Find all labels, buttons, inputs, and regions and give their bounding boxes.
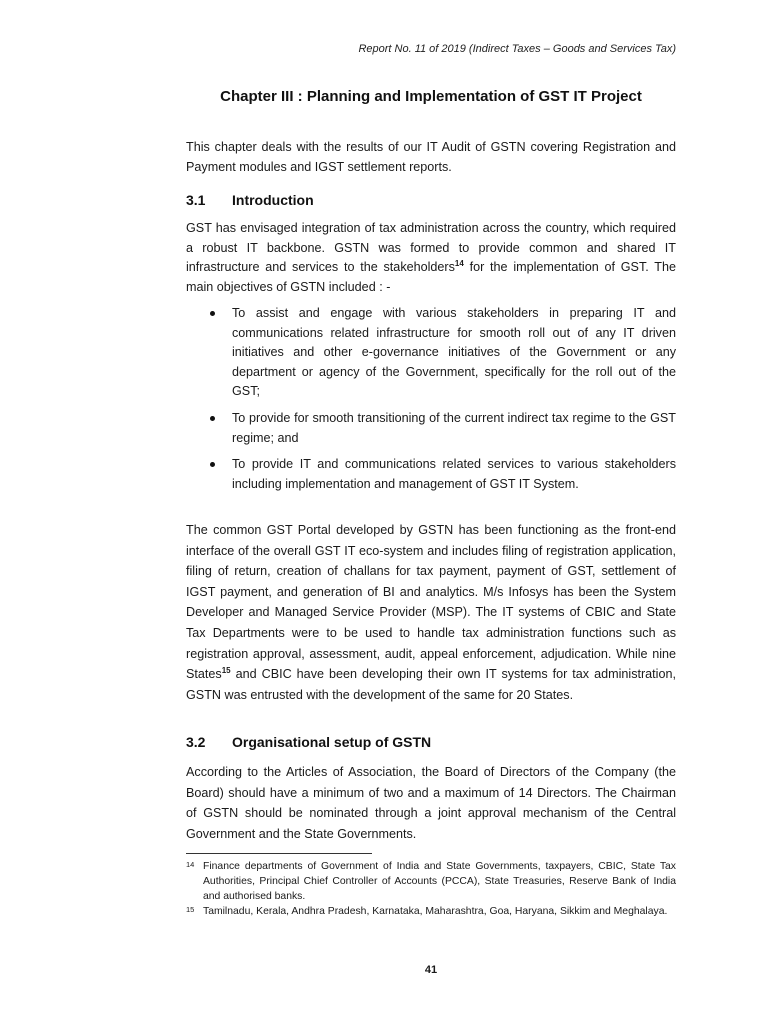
- section-title: Introduction: [232, 192, 314, 208]
- section-3-1-paragraph-2: [186, 520, 676, 705]
- section-3-1-paragraph-1: [186, 219, 676, 297]
- list-item-text: To provide for smooth transitioning of the current indirect tax regime to the GST regime; and: [232, 410, 676, 445]
- section-number: 3.1: [186, 192, 206, 208]
- bullet-icon: [210, 416, 215, 421]
- section-heading-3-1: [186, 192, 676, 208]
- footnote-text: Finance departments of Government of India and State Governments, taxpayers, CBIC, State Tax Authorities, Principal Chief Controller of Accounts (PCCA), State Treasuries, Reserve Bank of India and authorised banks.: [203, 861, 676, 902]
- bullet-icon: [210, 462, 215, 467]
- section-title: Organisational setup of GSTN: [232, 734, 432, 750]
- objectives-list: [186, 304, 676, 501]
- paragraph-text: According to the Articles of Association, the Board of Directors of the Company (the Board) should have a minimum of two and a maximum of 14 Directors. The Chairman of GSTN should be nominated through a joint approval mechanism of the Central Government and the State Governments.: [186, 765, 676, 841]
- page-number: 41: [424, 964, 438, 976]
- list-item: [186, 304, 676, 402]
- footnote-number: 14: [186, 860, 195, 869]
- footnotes: [186, 860, 676, 921]
- footnote-ref-14[interactable]: 14: [454, 259, 464, 268]
- section-number: 3.2: [186, 734, 206, 750]
- intro-paragraph: This chapter deals with the results of our IT Audit of GSTN covering Registration and Payment modules and IGST settlement reports.: [186, 140, 676, 174]
- list-item-text: To provide IT and communications related services to various stakeholders including implementation and management of GST IT System.: [232, 457, 676, 491]
- section-3-2-paragraph: [186, 762, 676, 844]
- footnote-ref-15[interactable]: 15: [221, 665, 231, 675]
- footnote-text: Tamilnadu, Kerala, Andhra Pradesh, Karnataka, Maharashtra, Goa, Haryana, Sikkim and Meghalaya.: [203, 906, 668, 918]
- paragraph-text: and CBIC have been developing their own IT systems for tax administration, GSTN was entrusted with the development of the same for 20 States.: [186, 667, 676, 702]
- chapter-title: Chapter III : Planning and Implementation of GST IT Project: [220, 88, 642, 105]
- footnote-14: [186, 860, 676, 904]
- paragraph-text: GST has envisaged integration of tax administration across the country, which required a robust IT backbone. GSTN was formed to provide common and shared IT infrastructure and services to the stakeholders: [186, 221, 676, 275]
- paragraph-text: for the implementation of GST. The main objectives of GSTN included : -: [186, 260, 676, 294]
- list-item: [186, 455, 676, 494]
- footnote-number: 15: [186, 905, 195, 915]
- footnote-15: [186, 905, 676, 920]
- paragraph-text: The common GST Portal developed by GSTN has been functioning as the front-end interface of the overall GST IT eco-system and includes filing of registration application, filing of return, creation of challans for tax payment, payment of GST, settlement of IGST payment, and generation of BI and analytics. M/s Infosys has been the System Developer and Managed Service Provider (MSP). The IT systems of CBIC and State Tax Departments were to be used to handle tax administration functions such as registration approval, assessment, audit, appeal enforcement, adjudication. While nine States: [186, 523, 676, 682]
- running-header: Report No. 11 of 2019 (Indirect Taxes – Goods and Services Tax): [358, 43, 676, 55]
- footnote-divider: [186, 853, 372, 854]
- section-heading-3-2: [186, 734, 676, 750]
- bullet-icon: [210, 311, 215, 316]
- list-item: [186, 409, 676, 448]
- list-item-text: To assist and engage with various stakeholders in preparing IT and communications related infrastructure for smooth roll out of any IT driven initiatives and other e-governance initiatives of the Government or any department or agency of the Government, specifically for the roll out of the GST;: [232, 306, 676, 399]
